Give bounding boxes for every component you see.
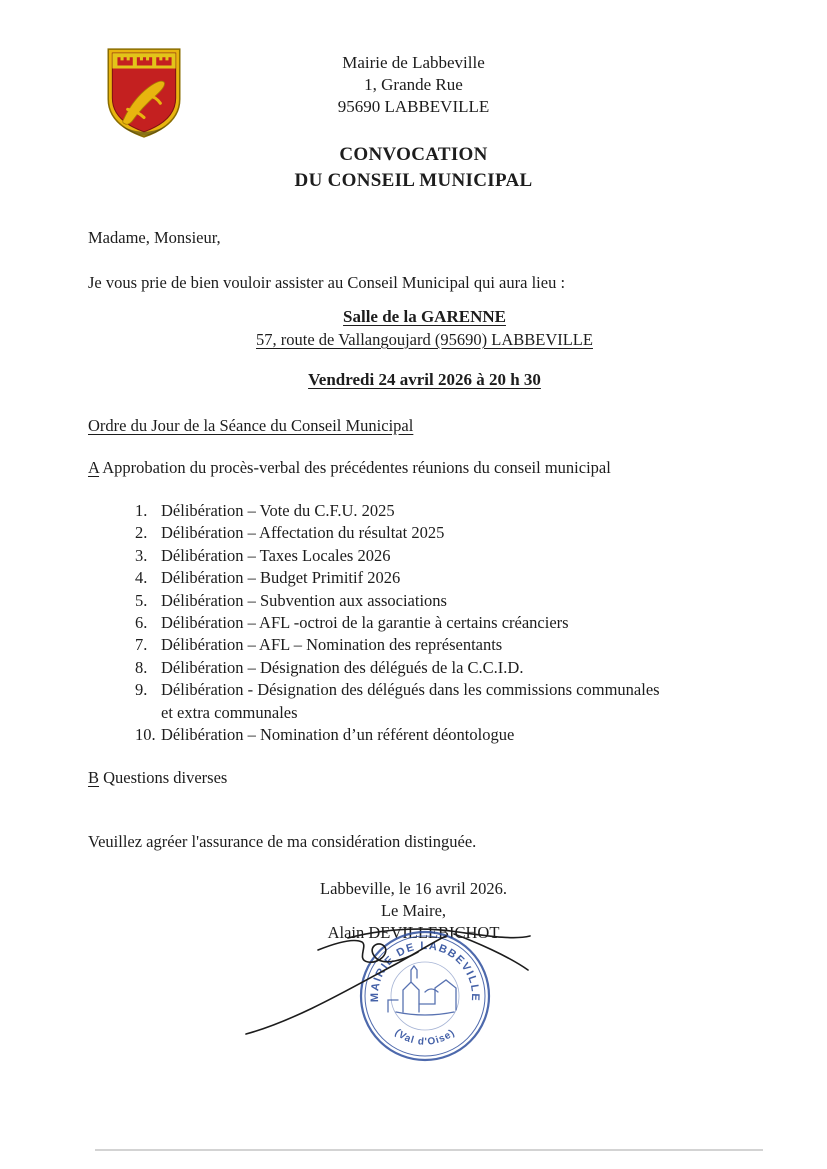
agenda-item-number: 1. [135,501,148,520]
municipal-stamp [228,912,573,1077]
section-a-letter: A [88,458,100,477]
agenda-item [135,612,761,634]
closing-line: Veuillez agréer l'assurance de ma considération distinguée. [88,832,477,852]
agenda-item-number: 6. [135,613,148,633]
agenda-item-number: 9. [135,680,148,700]
meeting-datetime: Vendredi 24 avril 2026 à 20 h 30 [308,370,541,389]
agenda-list [135,500,761,746]
agenda-item [135,679,761,724]
section-b [88,768,761,788]
letter-body [88,228,761,852]
signature-place-date: Labbeville, le 16 avril 2026. [320,879,507,899]
section-b-letter: B [88,768,100,788]
agenda-item [135,634,761,656]
agenda-item-number: 3. [135,545,148,565]
agenda-heading: Ordre du Jour de la Séance du Conseil Municipal [88,416,414,435]
section-b-text: Questions diverses [103,768,228,788]
org-name: Mairie de Labbeville [342,53,485,72]
agenda-item-text: Délibération – Désignation des délégués de la C.C.I.D. [161,657,524,677]
section-a-text: Approbation du procès-verbal des précédentes réunions du conseil municipal [102,458,611,477]
agenda-item-text: Délibération – AFL – Nomination des représentants [161,635,503,655]
agenda-item [135,522,761,544]
signature-name: Alain DEVILLEBICHOT [327,923,500,943]
org-street: 1, Grande Rue [364,75,463,94]
agenda-item-number: 7. [135,635,148,655]
title-line-2: DU CONSEIL MUNICIPAL [294,170,533,191]
agenda-item-text: Délibération – Taxes Locales 2026 [161,545,391,565]
stamp-bottom-text: (Val d'Oise) [392,1027,458,1048]
agenda-item-number: 4. [135,568,148,588]
venue-address: 57, route de Vallangoujard (95690) LABBEVILLE [256,330,593,349]
agenda-item-text: Délibération – Budget Primitif 2026 [161,568,401,588]
agenda-item-text: Délibération – Vote du C.F.U. 2025 [161,501,395,520]
document-title [0,142,827,194]
title-line-1: CONVOCATION [339,144,488,165]
agenda-item [135,590,761,612]
agenda-item-number: 8. [135,657,148,677]
agenda-item-number: 2. [135,523,148,543]
agenda-item [135,500,761,522]
agenda-item-number: 5. [135,590,148,610]
intro-line: Je vous prie de bien vouloir assister au Conseil Municipal qui aura lieu : [88,273,566,292]
agenda-item-text: Délibération – Nomination d’un référent déontologue [161,725,515,745]
org-city: 95690 LABBEVILLE [337,97,490,116]
stamp-illustration [388,966,456,1015]
agenda-item [135,567,761,589]
agenda-item-text: Délibération – Subvention aux associations [161,590,447,610]
agenda-item [135,657,761,679]
agenda-item [135,545,761,567]
salutation: Madame, Monsieur, [88,228,221,247]
stamp-top-text: MAIRIE DE LABBEVILLE [368,940,482,1003]
agenda-item-text: Délibération – Affectation du résultat 2025 [161,523,445,543]
agenda-item [135,724,761,746]
section-a [88,458,761,478]
signature-role: Le Maire, [380,901,447,921]
agenda-item-text: Délibération – AFL -octroi de la garantie à certains créanciers [161,613,569,633]
scan-artifact-line [95,1149,763,1151]
agenda-item-number: 10. [135,725,156,745]
venue-name: Salle de la GARENNE [343,307,506,326]
labbeville-coat-of-arms-icon [103,44,185,141]
agenda-item-text: Délibération - Désignation des délégués dans les commissions communales et extra communales [161,680,660,722]
